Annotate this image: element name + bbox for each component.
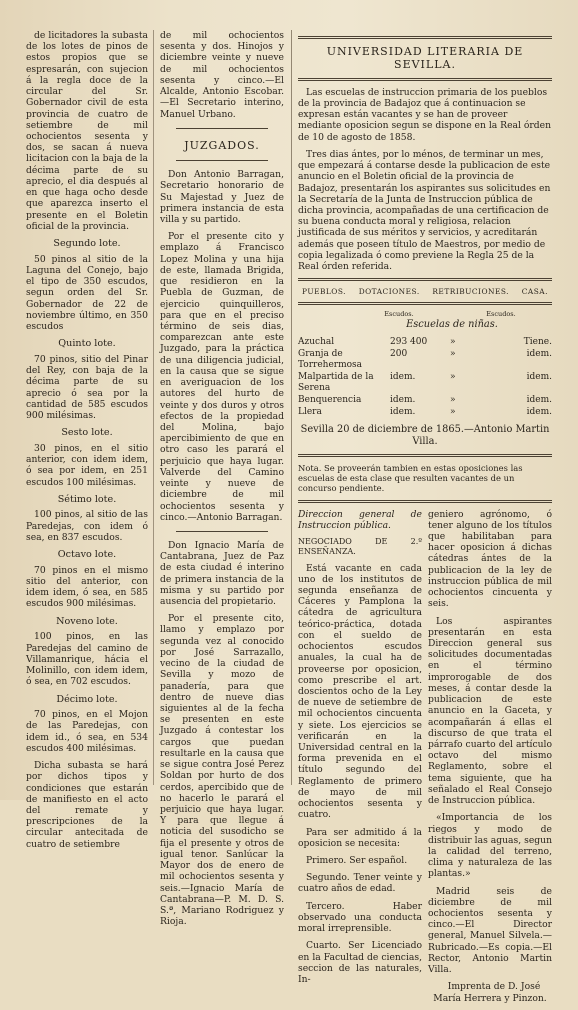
cell-pueblo: Llera: [298, 407, 322, 418]
lot-text: 50 pinos al sitio de la Laguna del Conejo, bajo el tipo de 350 escudos, segun orden del Sr. Gobernador de 22 de noviembre último, en 350 escudos: [26, 253, 148, 332]
edict-body: Por el presente cito, llamo y emplazo por segunda vez al conocido por José Sarrazallo, vecino de la ciudad de Sevilla y mozo de panadería, para que dentro de nueve dias siguientes al de la fecha se presenten en este Juzgado á contestar los cargos que puedan resultarle en la causa que se sigue contra José Perez Soldan por hurto de dos cerdos, apercibido que de no hacerlo le parará el perjuicio que haya lugar. Y para que llegue á noticia del susodicho se fija el presente y otros de igual tenor. Sanlúcar la Mayor dos de enero de mil ochocientos sesenta y seis.—Ignacio María de Cantabrana—P. M. D. S. S.ª, Mariano Rodriguez y Rioja.: [160, 613, 284, 928]
cell-retribucion: »: [450, 337, 456, 348]
section-rule: [298, 454, 552, 457]
announcement-subheading: NEGOCIADO DE 2.º ENSEÑANZA.: [298, 537, 422, 556]
table-row: [298, 407, 552, 418]
column-left: [26, 30, 148, 856]
announcement-right: [428, 509, 552, 1010]
table-row: [298, 395, 552, 406]
cell-pueblo: Benquerencia: [298, 395, 362, 406]
cell-retribucion: »: [450, 395, 456, 406]
unit-label: Escudos.: [486, 310, 516, 319]
auction-conditions: Dicha subasta se hará por dichos tipos y condiciones que estarán de manifiesto en el acto del remate y prescripciones de la circular antecitada de cuatro de setiembre: [26, 760, 148, 850]
requirement-item: Primero. Ser español.: [306, 855, 408, 867]
auction-intro: de licitadores la subasta de los lotes de pinos de estos propios que se espresarán, con sujecion á la regla doce de la circular del Sr. Gobernador civil de esta provincia de cuatro de setiembre de mil ochocientos sesenta y dos, se sacan á nueva licitacion con la baja de la décima parte de su aprecio, el dia después al en que haga ocho desde que aparezca inserto el presente en el Boletin oficial de la provincia.: [26, 30, 148, 232]
section-rule: [298, 78, 552, 81]
lot-heading: Sétimo lote.: [57, 493, 117, 505]
edict-header: Don Ignacio María de Cantabrana, Juez de Paz de esta ciudad é interino de primera instancia de la misma y su partido por ausencia del propietario.: [160, 539, 284, 608]
table-body: [298, 337, 552, 418]
lot-text: 70 pinos en el mismo sitio del anterior, con idem idem, ó sea, en 585 escudos 900 milésimas.: [26, 564, 148, 610]
lot-text: 100 pinos, al sitio de las Paredejas, con idem ó sea, en 837 escudos.: [26, 509, 148, 543]
section-heading-juzgados: JUZGADOS.: [184, 138, 260, 152]
table-row: [298, 372, 552, 394]
cell-dotacion: 293 400: [390, 337, 428, 348]
lot-text: 70 pinos, sitio del Pinar del Rey, con baja de la décima parte de su aprecio ó sea por la cantidad de 585 escudos 900 milésimas.: [26, 353, 148, 421]
section-rule: [176, 128, 268, 129]
column-right: [298, 30, 552, 1010]
section-rule: [176, 531, 268, 532]
imprint: Imprenta de D. José María Herrera y Pinzon.: [433, 981, 547, 1004]
requirement-item: Cuarto. Ser Licenciado en la Facultad de ciencias, seccion de las naturales, In-: [298, 940, 422, 985]
cell-dotacion: idem.: [390, 372, 416, 383]
section-rule: [298, 36, 552, 39]
cell-casa: idem.: [526, 349, 552, 360]
cell-casa: idem.: [526, 407, 552, 418]
announcement-signature: Madrid seis de diciembre de mil ochocientos sesenta y cinco.—El Director general, Manuel Silvela.—Rubricado.—Es copia.—El Rector, Antonio Martin Villa.: [428, 885, 552, 976]
cell-pueblo: Granja de Torrehermosa: [298, 349, 363, 371]
announcement-body: Los aspirantes presentarán en esta Direccion general sus solicitudes documentadas en el término improrogable de dos meses, á contar desde la publicacion de este anuncio en la Gaceta, y acompañarán á ellas el discurso de que trata el párrafo cuarto del artículo octavo del mismo Reglamento, sobre el tema siguiente, que ha señalado el Real Consejo de Instruccion pública.: [428, 615, 552, 807]
auction-closing: de mil ochocientos sesenta y dos. Hinojos y diciembre veinte y nueve de mil ochocientos sesenta y cinco.—El Alcalde, Antonio Escobar.—El Secretario interino, Manuel Urbano.: [160, 30, 284, 120]
cell-dotacion: idem.: [390, 407, 416, 418]
cell-casa: idem.: [526, 372, 552, 383]
unit-label: Escudos.: [384, 310, 414, 319]
cell-pueblo: Malpartida de la Serena: [298, 372, 374, 394]
table-header: [302, 287, 548, 296]
column-divider: [153, 30, 154, 785]
cell-dotacion: 200: [390, 349, 408, 360]
announcement-left: [298, 509, 422, 1010]
requirement-item: Tercero. Haber observado una conducta moral irreprensible.: [298, 900, 422, 935]
lot-heading: Noveno lote.: [56, 615, 118, 627]
requirement-item: Segundo. Tener veinte y cuatro años de edad.: [298, 872, 422, 895]
table-row: [298, 349, 552, 371]
table-col-pueblos: PUEBLOS.: [302, 287, 347, 297]
announcement-heading: Direccion general de Instruccion pública.: [298, 508, 422, 531]
announcement-body: geniero agrónomo, ó tener alguno de los títulos que habilitaban para hacer oposicion á dichas cátedras ántes de la publicacion de la ley de instruccion pública de mil ochocientos cincuenta y seis.: [428, 508, 552, 610]
university-heading: UNIVERSIDAD LITERARIA DE SEVILLA.: [326, 45, 524, 72]
column-middle: [160, 30, 284, 933]
table-row: [298, 337, 552, 348]
note-text: Nota. Se proveerán tambien en estas oposiciones las escuelas de esta clase que resulten vacantes de un concurso pendiente.: [298, 462, 523, 494]
cell-retribucion: »: [450, 407, 456, 418]
signature-line: Sevilla 20 de diciembre de 1865.—Antonio Martin Villa.: [300, 423, 550, 447]
cell-retribucion: »: [450, 372, 456, 383]
edict-header: Don Antonio Barragan, Secretario honorario de Su Majestad y Juez de primera instancia de esta villa y su partido.: [160, 169, 284, 226]
lot-text: 30 pinos, en el sitio anterior, con idem idem, ó sea por idem, en 251 escudos 100 milésimas.: [26, 442, 148, 488]
exam-theme: «Importancia de los riegos y modo de distribuir las aguas, segun la calidad del terreno, clima y naturaleza de las plantas.»: [428, 812, 552, 880]
announcement-body: Está vacante en cada uno de los institutos de segunda enseñanza de Cáceres y Pamplona la cátedra de agricultura teórico-práctica, dotada con el sueldo de ochocientos escudos anuales, la cual ha de proveerse por oposicion, como prescribe el art. doscientos ocho de la Ley de nueve de setiembre de mil ochocientos cincuenta y siete. Los ejercicios se verificarán en la Universidad central en la forma prevenida en el título segundo del Reglamento de primero de mayo de mil ochocientos sesenta y cuatro.: [298, 562, 422, 821]
lot-heading: Octavo lote.: [57, 549, 117, 561]
table-rule: [298, 302, 552, 305]
table-col-retribuciones: RETRIBUCIONES.: [432, 287, 510, 297]
cell-dotacion: idem.: [390, 395, 416, 406]
vacancy-intro: Las escuelas de instruccion primaria de los pueblos de la provincia de Badajoz que á continuacion se expresan están vacantes y se han de proveer mediante oposicion segun se dispone en la Real órden de 10 de agosto de 1858.: [298, 86, 552, 143]
column-divider: [291, 30, 292, 785]
cell-pueblo: Azuchal: [298, 337, 335, 348]
table-col-casa: CASA.: [521, 287, 548, 297]
table-subheader: [348, 311, 552, 319]
vacancy-terms: Tres dias ántes, por lo ménos, de terminar un mes, que empezará á contarse desde la publicacion de este anuncio en el Boletin oficial de la provincia de Badajoz, presentarán los aspirantes sus solicitudes en la Secretaría de la Junta de Instruccion pública de dicha provincia, acompañadas de una certificacion de su buena conducta moral y religiosa, relacion justificada de sus méritos y servicios, y acreditarán además que poseen título de Maestros, por medio de copia legalizada ó como previene la Regla 25 de la Real órden referida.: [298, 148, 551, 273]
section-rule: [298, 500, 552, 503]
announcement-body: Para ser admitido á la oposicion se necesita:: [298, 826, 422, 849]
lot-heading: Sesto lote.: [61, 427, 113, 439]
lot-heading: Segundo lote.: [53, 237, 121, 249]
table-col-dotaciones: DOTACIONES.: [358, 287, 420, 297]
direccion-announcement: [298, 509, 552, 1010]
lot-heading: Quinto lote.: [58, 338, 116, 350]
table-title: Escuelas de niñas.: [406, 319, 498, 331]
table-rule: [298, 278, 552, 281]
section-rule: [176, 160, 268, 161]
lot-text: 100 pinos, en las Paredejas del camino de Villamanrique, hácia el Molinillo, con idem idem, ó sea, en 702 escudos.: [26, 631, 148, 688]
cell-casa: Tiene.: [523, 337, 552, 348]
cell-retribucion: »: [450, 349, 456, 360]
edict-body: Por el presente cito y emplazo á Francisco Lopez Molina y una hija de este, llamada Brigida, que residieron en la Puebla de Guzman, de ejercicio quinquilleros, para que en el preciso término de seis dias, comparezcan ante este Juzgado, para la práctica de una diligencia judicial, en la causa que se sigue en averiguacion de los autores del hurto de veinte y dos duros y otros efectos de la propiedad del Molina, bajo apercibimiento de que en otro caso les parará el perjuicio que haya lugar. Valverde del Camino veinte y nueve de diciembre de mil ochocientos sesenta y cinco.—Antonio Barragan.: [160, 231, 284, 523]
cell-casa: idem.: [526, 395, 552, 406]
lot-heading: Décimo lote.: [56, 693, 118, 705]
lot-text: 70 pinos, en el Mojon de las Paredejas, con idem id., ó sea, en 534 escudos 400 milésimas.: [26, 709, 148, 754]
